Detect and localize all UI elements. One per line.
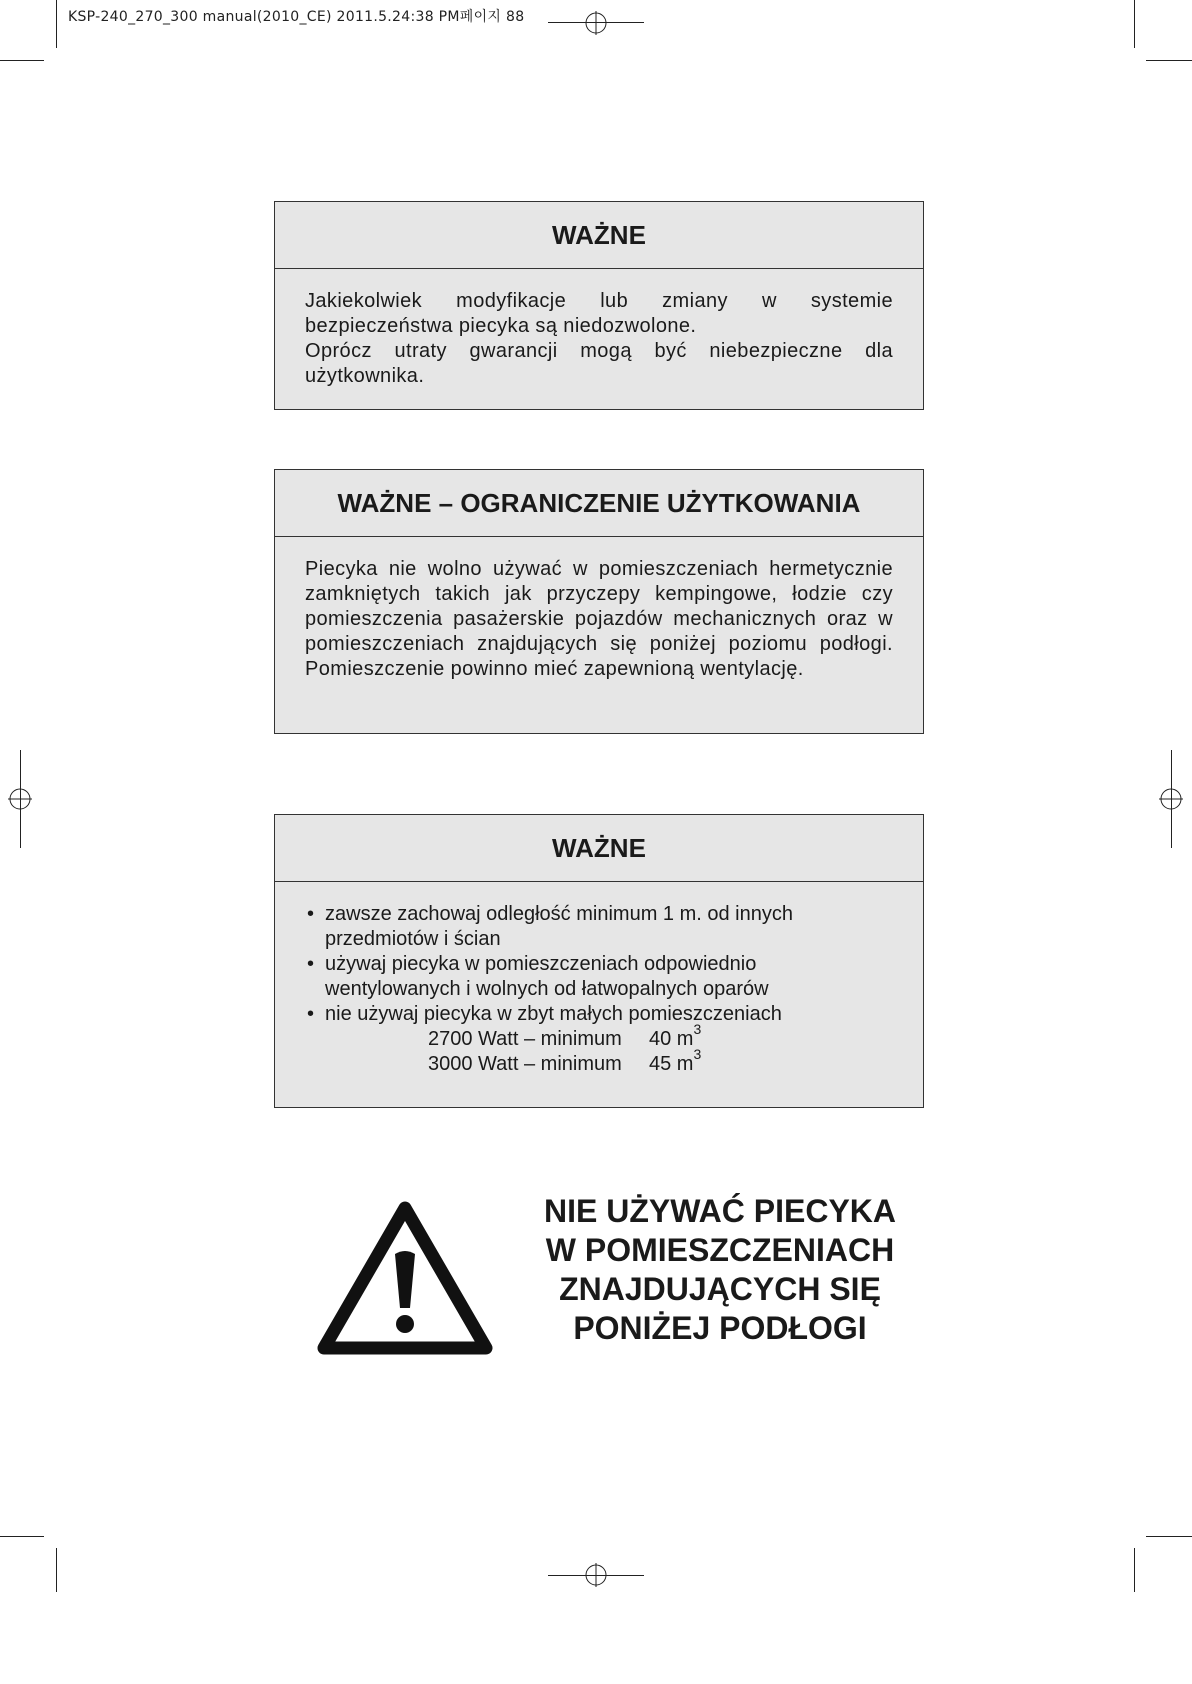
- warning-message: NIE UŻYWAĆ PIECYKA W POMIESZCZENIACH ZNAJDUJĄCYCH SIĘ PONIŻEJ PODŁOGI: [543, 1193, 897, 1346]
- registration-mark-icon: [584, 1563, 608, 1587]
- box-paragraph: Oprócz utraty gwarancji mogą być niebezpieczne dla użytkownika.: [305, 340, 893, 387]
- box-paragraph: Jakiekolwiek modyfikacje lub zmiany w systemie bezpieczeństwa piecyka są niedozwolone.: [305, 290, 893, 337]
- important-box-safety-list: [274, 814, 924, 1108]
- registration-mark-icon: [1159, 787, 1183, 811]
- registration-mark-icon: [584, 11, 608, 35]
- list-item: • nie używaj piecyka w zbyt małych pomieszczeniach: [307, 1003, 782, 1025]
- print-header: KSP-240_270_300 manual(2010_CE) 2011.5.24:38 PM페이지 88: [68, 9, 525, 25]
- list-item: • używaj piecyka w pomieszczeniach odpowiednio wentylowanych i wolnych od łatwopalnych oparów: [307, 953, 769, 1000]
- warning-triangle-icon: [314, 1198, 496, 1358]
- room-size-spec: 2700 Watt – minimum 40 $m^3$: [428, 1021, 702, 1050]
- important-box-usage-restriction: [274, 469, 924, 734]
- room-size-spec: 3000 Watt – minimum 45 $m^3$: [428, 1046, 702, 1075]
- box-title: WAŻNE: [275, 202, 923, 269]
- list-item: • zawsze zachowaj odległość minimum 1 m. od innych przedmiotów i ścian: [307, 903, 793, 950]
- important-box-modifications: [274, 201, 924, 410]
- registration-mark-icon: [8, 787, 32, 811]
- box-title: WAŻNE – OGRANICZENIE UŻYTKOWANIA: [275, 470, 923, 537]
- box-paragraph: Piecyka nie wolno używać w pomieszczeniach hermetycznie zamkniętych takich jak przyczepy kempingowe, łodzie czy pomieszczenia pasażerskie pojazdów mechanicznych oraz w pomieszczeniach znajdujących się poniżej poziomu podłogi. Pomieszczenie powinno mieć zapewnioną wentylację.: [305, 558, 893, 680]
- box-title: WAŻNE: [275, 815, 923, 882]
